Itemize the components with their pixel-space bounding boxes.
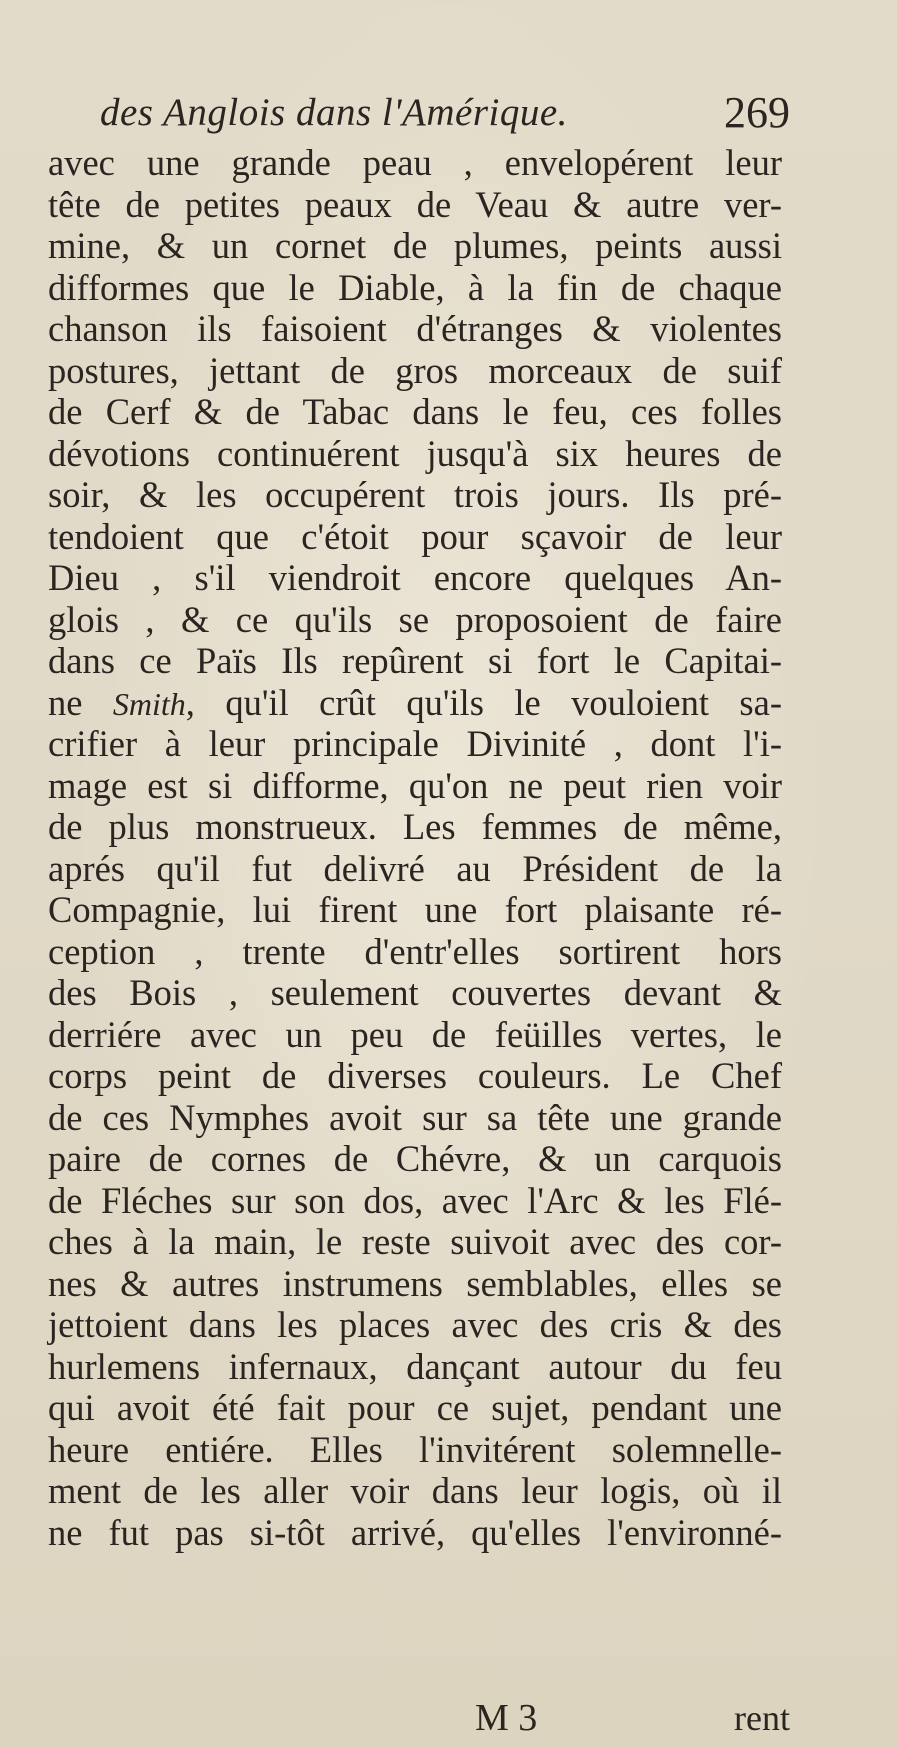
- text-line: tendoient que c'étoit pour sçavoir de leur: [48, 515, 782, 557]
- text-line: hurlemens infernaux, dançant autour du feu: [48, 1345, 782, 1387]
- text-line: derriére avec un peu de feüilles vertes, le: [48, 1013, 782, 1055]
- text-line: jettoient dans les places avec des cris & des: [48, 1304, 782, 1345]
- text-line: postures, jettant de gros morceaux de suif: [48, 349, 782, 391]
- text-line: de plus monstrueux. Les femmes de même,: [48, 806, 782, 847]
- text-line: Dieu , s'il viendroit encore quelques An-: [48, 557, 782, 598]
- text-line: nes & autres instrumens semblables, elles se: [48, 1262, 782, 1304]
- text-fragment: , qu'il crût qu'ils le vouloient sa-: [185, 681, 782, 723]
- text-line: de Fléches sur son dos, avec l'Arc & les Flé-: [48, 1179, 782, 1221]
- text-line: des Bois , seulement couvertes devant &: [48, 972, 782, 1013]
- catchword: rent: [734, 1698, 790, 1738]
- text-line: ne fut pas si-tôt arrivé, qu'elles l'environné-: [48, 1511, 782, 1553]
- body-text: [48, 142, 782, 1553]
- text-line: glois , & ce qu'ils se proposoient de faire: [48, 598, 782, 640]
- text-line-with-italic-name: [48, 682, 782, 724]
- text-line: ment de les aller voir dans leur logis, où il: [48, 1470, 782, 1511]
- text-line: dévotions continuérent jusqu'à six heures de: [48, 432, 782, 474]
- text-line: Compagnie, lui firent une fort plaisante ré-: [48, 889, 782, 930]
- text-line: chanson ils faisoient d'étranges & violentes: [48, 308, 782, 349]
- text-line: de ces Nymphes avoit sur sa tête une grande: [48, 1096, 782, 1138]
- page-number: 269: [724, 88, 790, 137]
- italic-name-smith: Smith: [112, 685, 186, 722]
- running-title: des Anglois dans l'Amérique.: [100, 91, 568, 134]
- text-line: crifier à leur principale Divinité , dont l'i-: [48, 723, 782, 764]
- text-line: soir, & les occupérent trois jours. Ils pré-: [48, 474, 782, 515]
- text-line: ception , trente d'entr'elles sortirent hors: [48, 930, 782, 972]
- signature-mark: M 3: [475, 1697, 538, 1739]
- page-header: [100, 82, 790, 144]
- text-line: qui avoit été fait pour ce sujet, pendant une: [48, 1387, 782, 1428]
- text-line: mine, & un cornet de plumes, peints aussi: [48, 225, 782, 266]
- text-line: corps peint de diverses couleurs. Le Chef: [48, 1055, 782, 1096]
- text-line: difformes que le Diable, à la fin de chaque: [48, 266, 782, 308]
- text-line: mage est si difforme, qu'on ne peut rien voir: [48, 764, 782, 806]
- page-footer: [420, 1695, 790, 1741]
- text-fragment: ne: [48, 681, 113, 723]
- text-line: paire de cornes de Chévre, & un carquois: [48, 1138, 782, 1179]
- text-line: tête de petites peaux de Veau & autre ver-: [48, 183, 782, 225]
- text-line: de Cerf & de Tabac dans le feu, ces folles: [48, 391, 782, 432]
- text-line: heure entiére. Elles l'invitérent solemnelle-: [48, 1428, 782, 1470]
- text-line: dans ce Païs Ils repûrent si fort le Capitai-: [48, 640, 782, 681]
- text-line: aprés qu'il fut delivré au Président de la: [48, 847, 782, 889]
- text-line: ches à la main, le reste suivoit avec des cor-: [48, 1221, 782, 1262]
- text-line: avec une grande peau , envelopérent leur: [48, 142, 782, 183]
